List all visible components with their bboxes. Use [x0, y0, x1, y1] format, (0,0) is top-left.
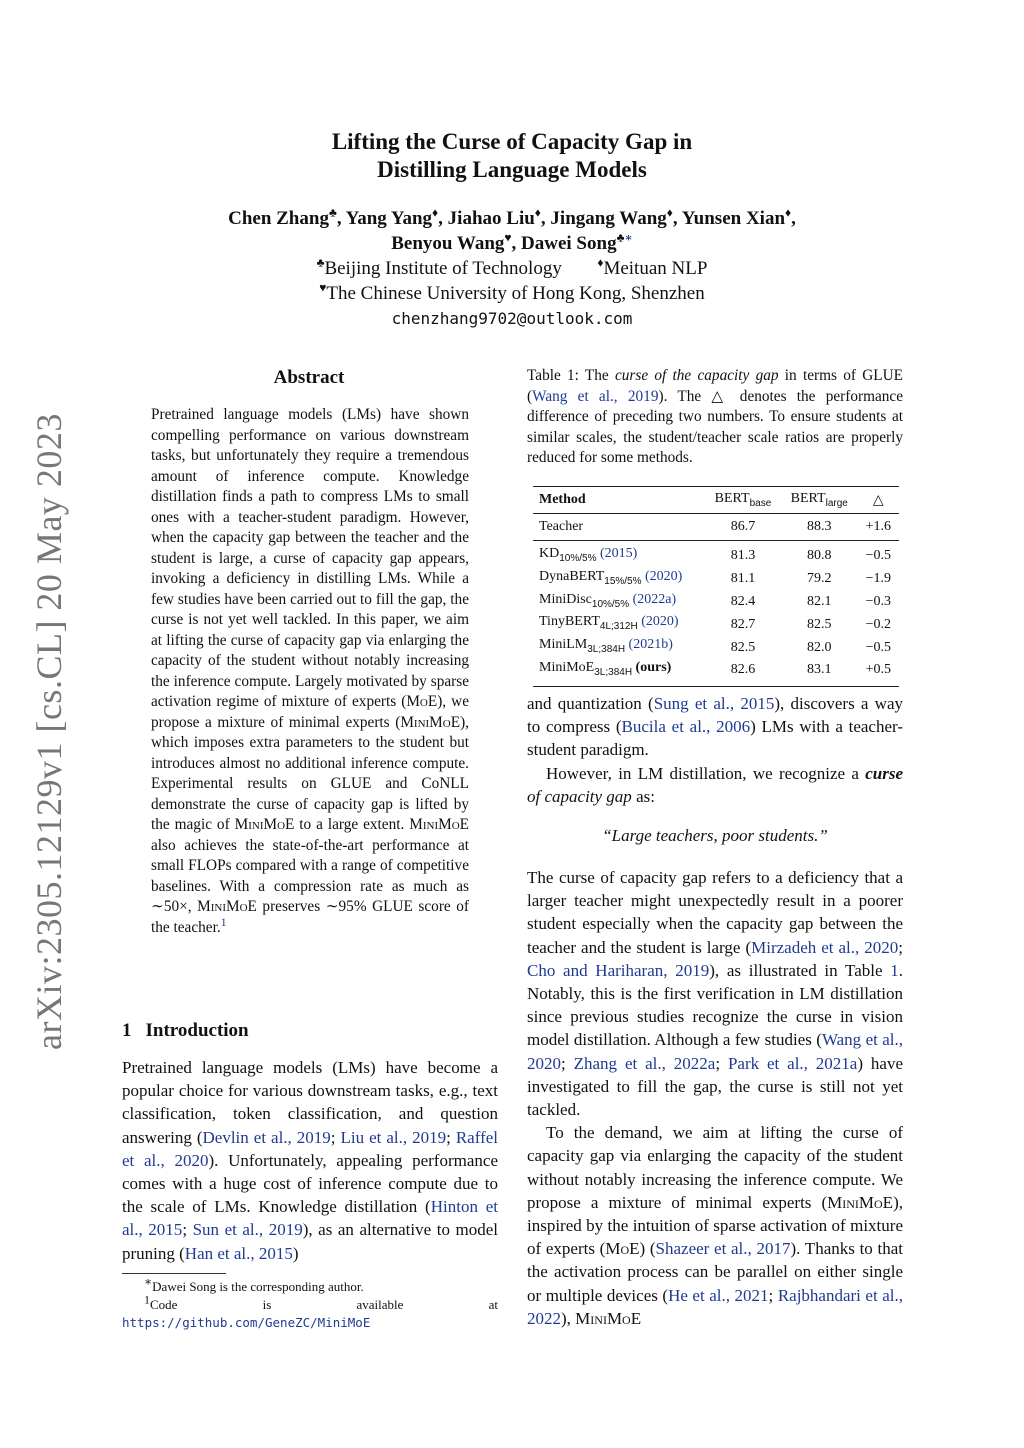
- footnote-2: $^1$Code is available at https://github.com/GeneZC/MiniMoE: [122, 1292, 498, 1330]
- arxiv-stamp: arXiv:2305.12129v1 [cs.CL] 20 May 2023: [29, 413, 69, 1050]
- diamond-icon: ♦: [666, 205, 673, 220]
- citation-link[interactable]: (2020): [645, 568, 683, 584]
- col-header-method: Method: [533, 487, 705, 514]
- table-row: MiniLM$_{3L;384H}$ (2021b) 82.5 82.0 −0.5: [539, 637, 891, 655]
- results-table: [533, 486, 899, 687]
- abstract-heading: Abstract: [273, 367, 345, 388]
- author-name: Jingang Wang: [550, 208, 667, 229]
- citation-link[interactable]: Cho and Hariharan, 2019: [527, 960, 710, 980]
- paper-title: [0, 128, 1024, 184]
- table-row: DynaBERT$_{15\%/5\%}$ (2020) 81.1 79.2 −1.9: [539, 568, 891, 587]
- heart-icon: ♥: [319, 280, 327, 295]
- citation-link[interactable]: Zhang et al., 2022a: [573, 1053, 716, 1073]
- club-icon: ♣: [616, 230, 625, 245]
- citation-link[interactable]: Wang et al., 2020: [527, 1030, 903, 1073]
- citation-link[interactable]: Rajbhandari et al., 2022: [527, 1285, 904, 1328]
- citation-link[interactable]: Park et al., 2021a: [727, 1053, 858, 1073]
- club-icon: ♣: [316, 255, 325, 270]
- author-name: Jiahao Liu: [447, 208, 535, 229]
- footnote-ref-1[interactable]: 1: [220, 914, 227, 929]
- affil-line-1: [0, 256, 1024, 281]
- table-row: TinyBERT$_{4L;312H}$ (2020) 82.7 82.5 −0.2: [539, 614, 891, 633]
- citation-link[interactable]: (2015): [599, 546, 638, 561]
- title-line-2: Distilling Language Models: [377, 157, 647, 182]
- table-header-row: [533, 487, 899, 514]
- right-col-para-2: The curse of capacity gap refers to a deficiency that a larger teacher might unexpectedly result in a poorer student especially when the capacity gap between the teacher and the student is large (Mirzadeh et al., 2020; Cho and Hariharan, 2019), as illustrated in Table 1. Notably, this is the first verification in LM distillation since previous studies recognize the curse in vision model distillation. Although a few studies (Wang et al., 2020; Zhang et al., 2022a; Park et al., 2021a) have investigated to fill the gap, the curse is still not yet tackled. To the demand, we aim at lifting the curse of capacity gap via enlarging the capacity of the student without notably increasing the inference compute. We propose a mixture of minimal experts (MiniMoE), inspired by the intuition of sparse activation of mixture of experts (MoE) (Shazeer et al., 2017). Thanks to that the activation process can be parallel on either single or multiple devices (He et al., 2021; Rajbhandari et al., 2022), MiniMoE: [527, 868, 904, 1328]
- affiliation-bit: Beijing Institute of Technology: [324, 258, 562, 279]
- citation-link[interactable]: Mirzadeh et al., 2020: [751, 937, 899, 957]
- title-line-1: Lifting the Curse of Capacity Gap in: [331, 129, 693, 154]
- corresponding-mark[interactable]: ∗: [624, 230, 633, 245]
- diamond-icon: ♦: [785, 205, 792, 220]
- author-name: Dawei Song: [521, 233, 617, 254]
- table-ref-link[interactable]: 1: [890, 960, 899, 980]
- table-row: MiniDisc$_{10\%/5\%}$ (2022a) 82.4 82.1 −0.3: [539, 591, 891, 610]
- footnotes: [122, 1274, 498, 1332]
- col-header-base: $BERT_{base}$: [705, 487, 781, 514]
- author-email: chenzhang9702@outlook.com: [391, 309, 633, 328]
- table-row: Teacher 86.7 88.3 +1.6: [533, 514, 899, 541]
- citation-link[interactable]: (2021b): [628, 637, 673, 653]
- author-line-2: Benyou Wang♥, Dawei Song♣∗: [391, 230, 633, 254]
- citation-link[interactable]: Liu et al., 2019: [340, 1127, 447, 1147]
- footnote-rule: [122, 1273, 226, 1274]
- author-list: [0, 206, 1024, 256]
- club-icon: ♣: [328, 205, 337, 220]
- abstract-body: Pretrained language models (LMs) have shown compelling performance on various downstream tasks, but unfortunately they require a tremendous amount of inference compute. Knowledge distillation finds a path to compress LMs to small ones with a teacher-student paradigm. However, when the capacity gap between the teacher and the student is large, a curse of capacity gap appears, invoking a deficiency in distilling LMs. While a few studies have been carried out to fill the gap, the curse is not yet well tackled. In this paper, we aim at lifting the curse of capacity gap via enlarging the capacity of the student without notably increasing the inference compute. Largely motivated by sparse activation regime of mixture of experts (MoE), we propose a mixture of minimal experts (MiniMoE), which imposes extra parameters to the student but introduces almost no additional inference compute. Experimental results on GLUE and CoNLL demonstrate the curse of capacity gap is lifted by the magic of MiniMoE to a large extent. MiniMoE also achieves the state-of-the-art performance at small FLOPs compared with a range of competitive baselines. With a compression rate as much as ∼50×, MiniMoE preserves ∼95% GLUE score of the teacher.$^1$: [151, 406, 469, 936]
- quote: “Large teachers, poor students.”: [602, 826, 828, 845]
- diamond-icon: ♦: [432, 205, 439, 220]
- citation-link[interactable]: Sun et al., 2019: [192, 1220, 303, 1240]
- citation-link[interactable]: (2020): [641, 614, 679, 630]
- affiliation-cuhk: The Chinese University of Hong Kong, Shenzhen: [326, 283, 705, 304]
- right-col-para-1: and quantization (Sung et al., 2015), discovers a way to compress (Bucila et al., 2006) LMs with a teacher-student paradigm. However, in LM distillation, we recognize a curse of capacity gap as:: [527, 694, 903, 806]
- author-name: Yang Yang: [345, 208, 433, 229]
- affil-line-2: [0, 281, 1024, 306]
- citation-link[interactable]: Raffel et al., 2020: [122, 1127, 498, 1170]
- citation-link[interactable]: (2022a): [632, 591, 677, 607]
- citation-link[interactable]: Han et al., 2015: [184, 1243, 293, 1263]
- footnote-1: ∗Dawei Song is the corresponding author.: [144, 1274, 364, 1294]
- heart-icon: ♥: [504, 230, 512, 245]
- intro-paragraph: Pretrained language models (LMs) have become a popular choice for various downstream tasks, e.g., text classification, token classification, and question answering (Devlin et al., 2019; Liu et al., 2019; Raffel et al., 2020). Unfortunately, appealing performance comes with a huge cost of inference compute due to the scale of LMs. Knowledge distillation (Hinton et al., 2015; Sun et al., 2019), as an alternative to model pruning (Han et al., 2015): [122, 1058, 498, 1263]
- citation-link[interactable]: Wang et al., 2019: [532, 387, 659, 405]
- author-line-1: Chen Zhang♣, Yang Yang♦, Jiahao Liu♦, Jingang Wang♦, Yunsen Xian♦,: [228, 205, 796, 229]
- section-heading: 1 Introduction: [122, 1020, 249, 1041]
- table-row: $KD_{10\%/5\%}$ (2015) 81.3 80.8 −0.5: [533, 541, 899, 568]
- affiliations: [0, 256, 1024, 331]
- author-name: Chen Zhang: [228, 208, 329, 229]
- author-name: Benyou Wang: [391, 233, 505, 254]
- col-header-delta: △: [858, 487, 899, 514]
- table-row: MiniMoE$_{3L;384H}$ (ours) 82.6 83.1 +0.5: [533, 659, 899, 686]
- citation-link[interactable]: Hinton et al., 2015: [122, 1197, 498, 1240]
- citation-link[interactable]: He et al., 2021: [668, 1285, 769, 1305]
- table-caption: Table 1: The curse of the capacity gap in terms of GLUE (Wang et al., 2019). The △ denotes the performance difference of preceding two numbers. To ensure students at similar scales, the student/teacher scale ratios are properly reduced for some methods.: [527, 367, 903, 466]
- citation-link[interactable]: Devlin et al., 2019: [202, 1127, 331, 1147]
- citation-link[interactable]: Bucila et al., 2006: [621, 717, 751, 737]
- col-header-large: $BERT_{large}$: [781, 487, 858, 514]
- citation-link[interactable]: Shazeer et al., 2017: [655, 1239, 791, 1259]
- affiliation-meituan: Meituan NLP: [603, 258, 708, 279]
- code-url-link[interactable]: https://github.com/GeneZC/MiniMoE: [122, 1315, 371, 1330]
- author-name: Yunsen Xian: [681, 208, 786, 229]
- diamond-icon: ♦: [597, 255, 604, 270]
- citation-link[interactable]: Sung et al., 2015: [653, 694, 775, 713]
- diamond-icon: ♦: [534, 205, 541, 220]
